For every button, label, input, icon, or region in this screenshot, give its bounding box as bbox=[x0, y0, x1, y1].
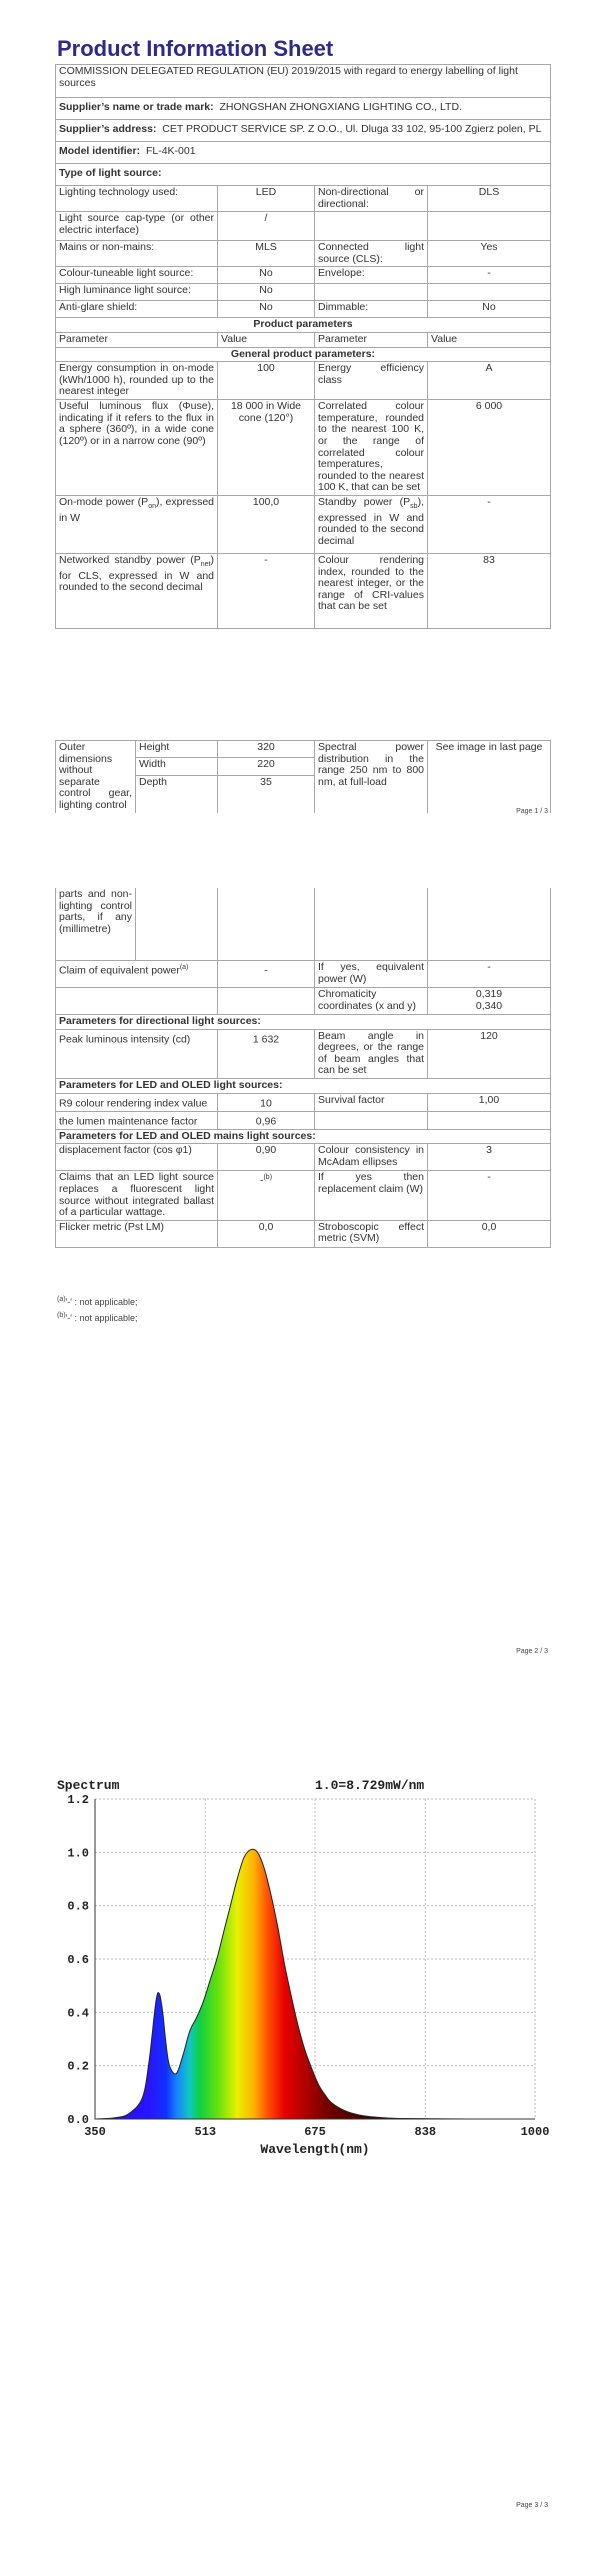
table-row bbox=[56, 553, 551, 628]
param-value: 0,0 bbox=[218, 1220, 315, 1247]
param-value: 1,00 bbox=[428, 1093, 551, 1111]
param-label: the lumen maintenance factor bbox=[56, 1111, 218, 1129]
param-label bbox=[315, 1111, 428, 1129]
x-axis-label: Wavelength(nm) bbox=[260, 2142, 370, 2157]
param-label: Dimmable: bbox=[315, 301, 428, 318]
param-value: 0,90 bbox=[218, 1144, 315, 1171]
chart-title: Spectrum bbox=[57, 1778, 120, 1793]
col-parameter: Parameter bbox=[315, 332, 428, 347]
param-value: Yes bbox=[428, 241, 551, 267]
param-value: - bbox=[428, 267, 551, 284]
x-tick-label: 1000 bbox=[520, 2125, 550, 2139]
table-row bbox=[56, 186, 551, 212]
x-tick-label: 350 bbox=[84, 2125, 106, 2139]
param-value: No bbox=[218, 267, 315, 284]
param-value: 120 bbox=[428, 1029, 551, 1078]
y-tick-label: 0.2 bbox=[67, 2059, 89, 2074]
supplier-address: CET PRODUCT SERVICE SP. Z O.O., Ul. Dluga 33 102, 95-100 Zgierz polen, PL bbox=[162, 123, 542, 135]
param-value: - bbox=[428, 495, 551, 553]
model-identifier: FL-4K-001 bbox=[145, 145, 196, 157]
table-row bbox=[56, 284, 551, 301]
info-table-page1 bbox=[55, 64, 551, 629]
dim-value: 320 bbox=[218, 741, 315, 758]
dim-name: Width bbox=[136, 758, 218, 775]
param-label: Colour rendering index, rounded to the nearest integer, or the range of CRI-values that can be set bbox=[315, 553, 428, 628]
table-row bbox=[56, 362, 551, 400]
param-label: Non-directional or directional: bbox=[315, 186, 428, 212]
param-label: Mains or non-mains: bbox=[56, 241, 218, 267]
dimensions-label-continued: parts and non-lighting control parts, if any (millimetre) bbox=[56, 888, 136, 961]
param-label: Light source cap-type (or other electric interface) bbox=[56, 212, 218, 241]
section-heading: Parameters for LED and OLED light sources: bbox=[56, 1078, 551, 1093]
footnote-b: $^{(b)}$'-' : not applicable; bbox=[57, 1312, 138, 1323]
param-value: - bbox=[428, 1171, 551, 1220]
param-label: Beam angle in degrees, or the range of beam angles that can be set bbox=[315, 1029, 428, 1078]
param-value: - bbox=[218, 553, 315, 628]
param-label: displacement factor (cos φ1) bbox=[56, 1144, 218, 1171]
param-label: Claim of equivalent power$^{(a)}$ bbox=[56, 961, 218, 988]
param-value: A bbox=[428, 362, 551, 400]
table-row bbox=[56, 1029, 551, 1078]
product-params-heading: Product parameters bbox=[56, 318, 551, 333]
supplier-address-label: Supplier’s address: bbox=[59, 123, 157, 135]
dim-name: Depth bbox=[136, 775, 218, 813]
page-2 bbox=[0, 880, 603, 1680]
param-label: Lighting technology used: bbox=[56, 186, 218, 212]
param-value: No bbox=[218, 284, 315, 301]
param-label bbox=[56, 988, 218, 1015]
dimensions-label: Outer dimensions without separate control gear, lighting control bbox=[56, 741, 136, 813]
param-label: Colour consistency in McAdam ellipses bbox=[315, 1144, 428, 1171]
y-tick-label: 0.0 bbox=[67, 2113, 89, 2127]
param-value: 1 632 bbox=[218, 1029, 315, 1078]
dim-name: Height bbox=[136, 741, 218, 758]
y-tick-label: 0.4 bbox=[67, 2006, 89, 2021]
param-value: / bbox=[218, 212, 315, 241]
y-tick-label: 1.0 bbox=[67, 1846, 89, 1861]
param-label: If yes then replacement claim (W) bbox=[315, 1171, 428, 1220]
x-tick-label: 513 bbox=[194, 2125, 217, 2139]
table-row bbox=[56, 267, 551, 284]
param-value: DLS bbox=[428, 186, 551, 212]
param-label bbox=[315, 284, 428, 301]
general-heading: General product parameters: bbox=[56, 347, 551, 362]
supplier-address-row bbox=[56, 120, 551, 142]
param-value: -$^{(b)}$ bbox=[218, 1171, 315, 1220]
param-label: High luminance light source: bbox=[56, 284, 218, 301]
page-number: Page 3 / 3 bbox=[516, 2502, 548, 2509]
param-value bbox=[428, 1111, 551, 1129]
regulation-text: COMMISSION DELEGATED REGULATION (EU) 2019/2015 with regard to energy labelling of light sources bbox=[56, 65, 551, 98]
param-value: 83 bbox=[428, 553, 551, 628]
type-heading: Type of light source: bbox=[56, 164, 551, 186]
param-value: 6 000 bbox=[428, 400, 551, 496]
table-row bbox=[56, 495, 551, 553]
table-row bbox=[56, 1111, 551, 1129]
table-row bbox=[56, 301, 551, 318]
param-label: Colour-tuneable light source: bbox=[56, 267, 218, 284]
param-value: 18 000 in Wide cone (120°) bbox=[218, 400, 315, 496]
dimensions-table-page1 bbox=[55, 740, 551, 813]
param-value: No bbox=[218, 301, 315, 318]
info-table-page2 bbox=[55, 888, 551, 1248]
col-parameter: Parameter bbox=[56, 332, 218, 347]
param-value: 0,0 bbox=[428, 1220, 551, 1247]
param-value bbox=[428, 284, 551, 301]
x-tick-label: 675 bbox=[304, 2125, 326, 2139]
param-label: If yes, equivalent power (W) bbox=[315, 961, 428, 988]
param-value: - bbox=[428, 961, 551, 988]
param-value bbox=[218, 988, 315, 1015]
table-row bbox=[56, 241, 551, 267]
supplier-name: ZHONGSHAN ZHONGXIANG LIGHTING CO., LTD. bbox=[219, 101, 462, 113]
param-label: Flicker metric (Pst LM) bbox=[56, 1220, 218, 1247]
param-label: Correlated colour temperature, rounded to the nearest 100 K, or the range of correlated colour temperatures, rounded to the nearest 100 K, that can be set bbox=[315, 400, 428, 496]
param-label: On-mode power $(P_{on})$, expressed in W bbox=[56, 495, 218, 553]
col-value: Value bbox=[428, 332, 551, 347]
param-label: Peak luminous intensity (cd) bbox=[56, 1029, 218, 1078]
param-label: Energy consumption in on-mode (kWh/1000 h), rounded up to the nearest integer bbox=[56, 362, 218, 400]
dim-value: 220 bbox=[218, 758, 315, 775]
y-tick-label: 0.6 bbox=[67, 1953, 89, 1967]
y-tick-label: 1.2 bbox=[67, 1793, 89, 1807]
spectrum-chart bbox=[55, 1775, 550, 2185]
param-label bbox=[315, 212, 428, 241]
param-value: 0,319 0,340 bbox=[428, 988, 551, 1015]
param-label: Anti-glare shield: bbox=[56, 301, 218, 318]
supplier-name-row bbox=[56, 98, 551, 120]
param-label: Envelope: bbox=[315, 267, 428, 284]
table-row bbox=[56, 212, 551, 241]
section-heading: Parameters for directional light sources: bbox=[56, 1015, 551, 1030]
chart-annotation: 1.0=8.729mW/nm bbox=[315, 1778, 425, 1793]
param-label: Connected light source (CLS): bbox=[315, 241, 428, 267]
param-value: MLS bbox=[218, 241, 315, 267]
page-number: Page 2 / 3 bbox=[516, 1648, 548, 1655]
param-value: 10 bbox=[218, 1093, 315, 1111]
param-value: 100,0 bbox=[218, 495, 315, 553]
spectral-distribution-value: See image in last page bbox=[428, 741, 551, 813]
param-value: 100 bbox=[218, 362, 315, 400]
table-row bbox=[56, 1220, 551, 1247]
param-value: 0,96 bbox=[218, 1111, 315, 1129]
model-row bbox=[56, 142, 551, 164]
param-label: Claims that an LED light source replaces a fluorescent light source without integrated ballast of a particular wattage. bbox=[56, 1171, 218, 1220]
table-row bbox=[56, 1093, 551, 1111]
model-label: Model identifier: bbox=[59, 145, 141, 157]
param-label: Survival factor bbox=[315, 1093, 428, 1111]
param-label: Stroboscopic effect metric (SVM) bbox=[315, 1220, 428, 1247]
param-value bbox=[428, 212, 551, 241]
param-value: 3 bbox=[428, 1144, 551, 1171]
table-row bbox=[56, 400, 551, 496]
table-row bbox=[56, 1144, 551, 1171]
col-value: Value bbox=[218, 332, 315, 347]
x-tick-label: 838 bbox=[414, 2125, 437, 2139]
param-label: Useful luminous flux (Φuse), indicating if it refers to the flux in a sphere (360º), in a wide cone (120º) or in a narrow cone (90º) bbox=[56, 400, 218, 496]
page-title: Product Information Sheet bbox=[57, 36, 334, 61]
dim-value: 35 bbox=[218, 775, 315, 813]
param-label: R9 colour rendering index value bbox=[56, 1093, 218, 1111]
param-label: Networked standby power $(P_{net})$ for CLS, expressed in W and rounded to the second decimal bbox=[56, 553, 218, 628]
section-heading: Parameters for LED and OLED mains light sources: bbox=[56, 1129, 551, 1144]
table-row bbox=[56, 988, 551, 1015]
footnote-a: $^{(a)}$'-' : not applicable; bbox=[57, 1296, 138, 1307]
page-1 bbox=[0, 0, 603, 820]
param-label: Standby power $(P_{sb})$, expressed in W and rounded to the second decimal bbox=[315, 495, 428, 553]
param-label: Energy efficiency class bbox=[315, 362, 428, 400]
param-label: Chromaticity coordinates (x and y) bbox=[315, 988, 428, 1015]
param-value: No bbox=[428, 301, 551, 318]
table-row bbox=[56, 961, 551, 988]
param-value: - bbox=[218, 961, 315, 988]
y-tick-label: 0.8 bbox=[67, 1899, 89, 1914]
supplier-name-label: Supplier’s name or trade mark: bbox=[59, 101, 214, 113]
param-value: LED bbox=[218, 186, 315, 212]
table-row bbox=[56, 1171, 551, 1220]
spectral-distribution-label: Spectral power distribution in the range 250 nm to 800 nm, at full-load bbox=[315, 741, 428, 813]
page-number: Page 1 / 3 bbox=[516, 808, 548, 815]
